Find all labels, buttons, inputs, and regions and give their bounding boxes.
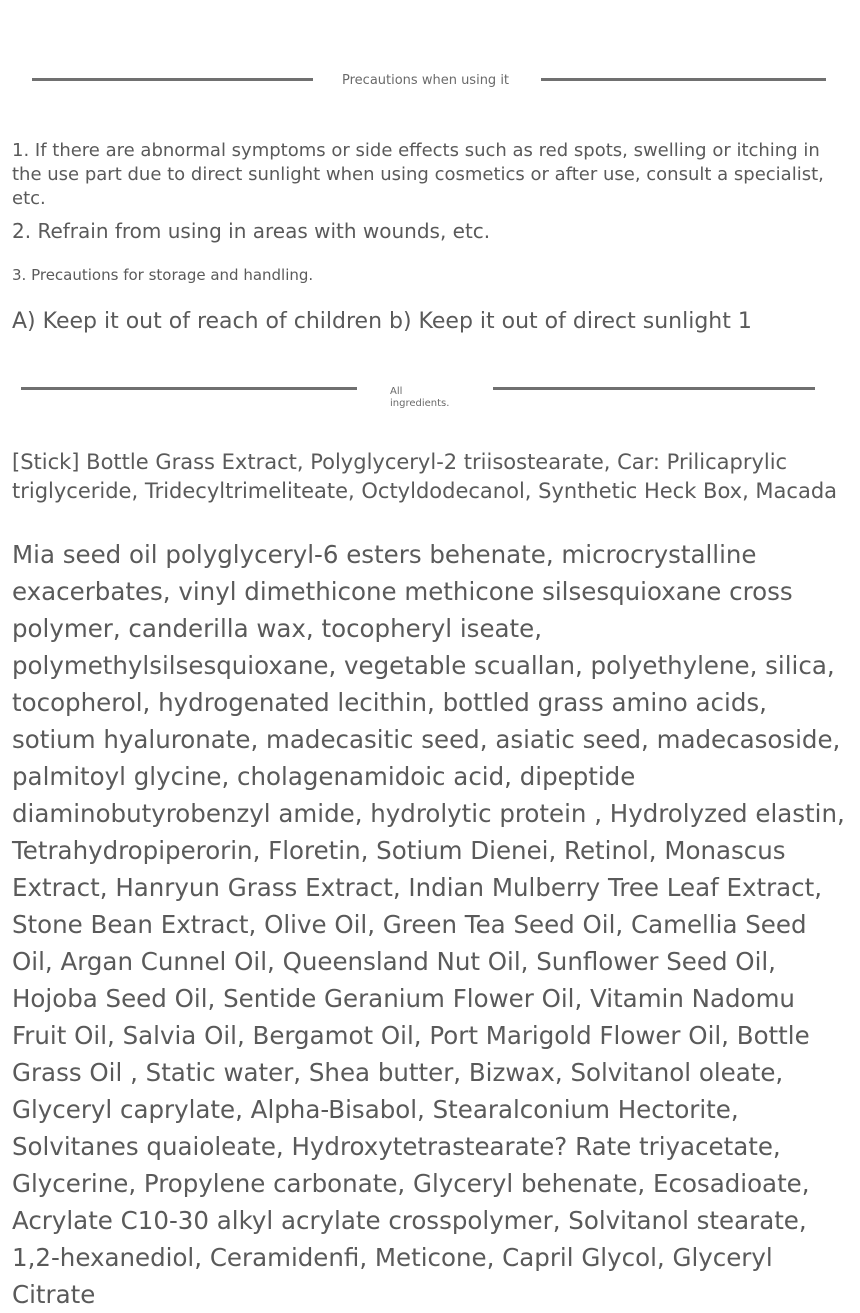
precaution-item-2: 2. Refrain from using in areas with wounds, etc. — [12, 219, 491, 243]
precaution-item-storage: A) Keep it out of reach of children b) Keep it out of direct sunlight 1 — [12, 309, 752, 334]
divider-left-ingredients — [21, 387, 357, 390]
precaution-item-1: 1. If there are abnormal symptoms or side effects such as red spots, swelling or itching in the use part due to direct sunlight when using cosmetics or after use, consult a specialist, etc. — [12, 140, 824, 209]
ingredients-stick: [Stick] Bottle Grass Extract, Polyglyceryl-2 triisostearate, Car: Prilicaprylic triglyceride, Tridecyltrimeliteate, Octyldodecanol, Synthetic Heck Box, Macada — [12, 450, 838, 503]
ingredients-main: Mia seed oil polyglyceryl-6 esters behenate, microcrystalline exacerbates, vinyl dimethicone methicone silsesquioxane cross polymer, canderilla wax, tocopheryl iseate, polymethylsilsesquioxane, vegetable scuallan, polyethylene, silica, tocopherol, hydrogenated lecithin, bottled grass amino acids, sotium hyaluronate, madecasitic seed, asiatic seed, madecasoside, palmitoyl glycine, cholagenamidoic acid, dipeptide diaminobutyrobenzyl amide, hydrolytic protein , Hydrolyzed elastin, Tetrahydropiperorin, Floretin, Sotium Dienei, Retinol, Monascus Extract, Hanryun Grass Extract, Indian Mulberry Tree Leaf Extract, Stone Bean Extract, Olive Oil, Green Tea Seed Oil, Camellia Seed Oil, Argan Cunnel Oil, Queensland Nut Oil, Sunflower Seed Oil, Hojoba Seed Oil, Sentide Geranium Flower Oil, Vitamin Nadomu Fruit Oil, Salvia Oil, Bergamot Oil, Port Marigold Flower Oil, Bottle Grass Oil , Static water, Shea butter, Bizwax, Solvitanol oleate, Glyceryl caprylate, Alpha-Bisabol, Stearalconium Hectorite, Solvitanes quaioleate, Hydroxytetrastearate? Rate triyacetate, Glycerine, Propylene carbonate, Glyceryl behenate, Ecosadioate, Acrylate C10-30 alkyl acrylate crosspolymer, Solvitanol stearate, 1,2-hexanediol, Ceramidenfi, Meticone, Capril Glycol, Glyceryl Citrate — [12, 540, 845, 1309]
ingredients-title-line2: ingredients. — [390, 398, 450, 409]
ingredients-title — [390, 386, 460, 410]
precautions-title: Precautions when using it — [342, 73, 510, 88]
precaution-item-3: 3. Precautions for storage and handling. — [12, 266, 314, 284]
ingredients-title-line1: All — [390, 386, 403, 397]
divider-left-precautions — [32, 78, 313, 81]
divider-right-precautions — [541, 78, 826, 81]
divider-right-ingredients — [493, 387, 815, 390]
